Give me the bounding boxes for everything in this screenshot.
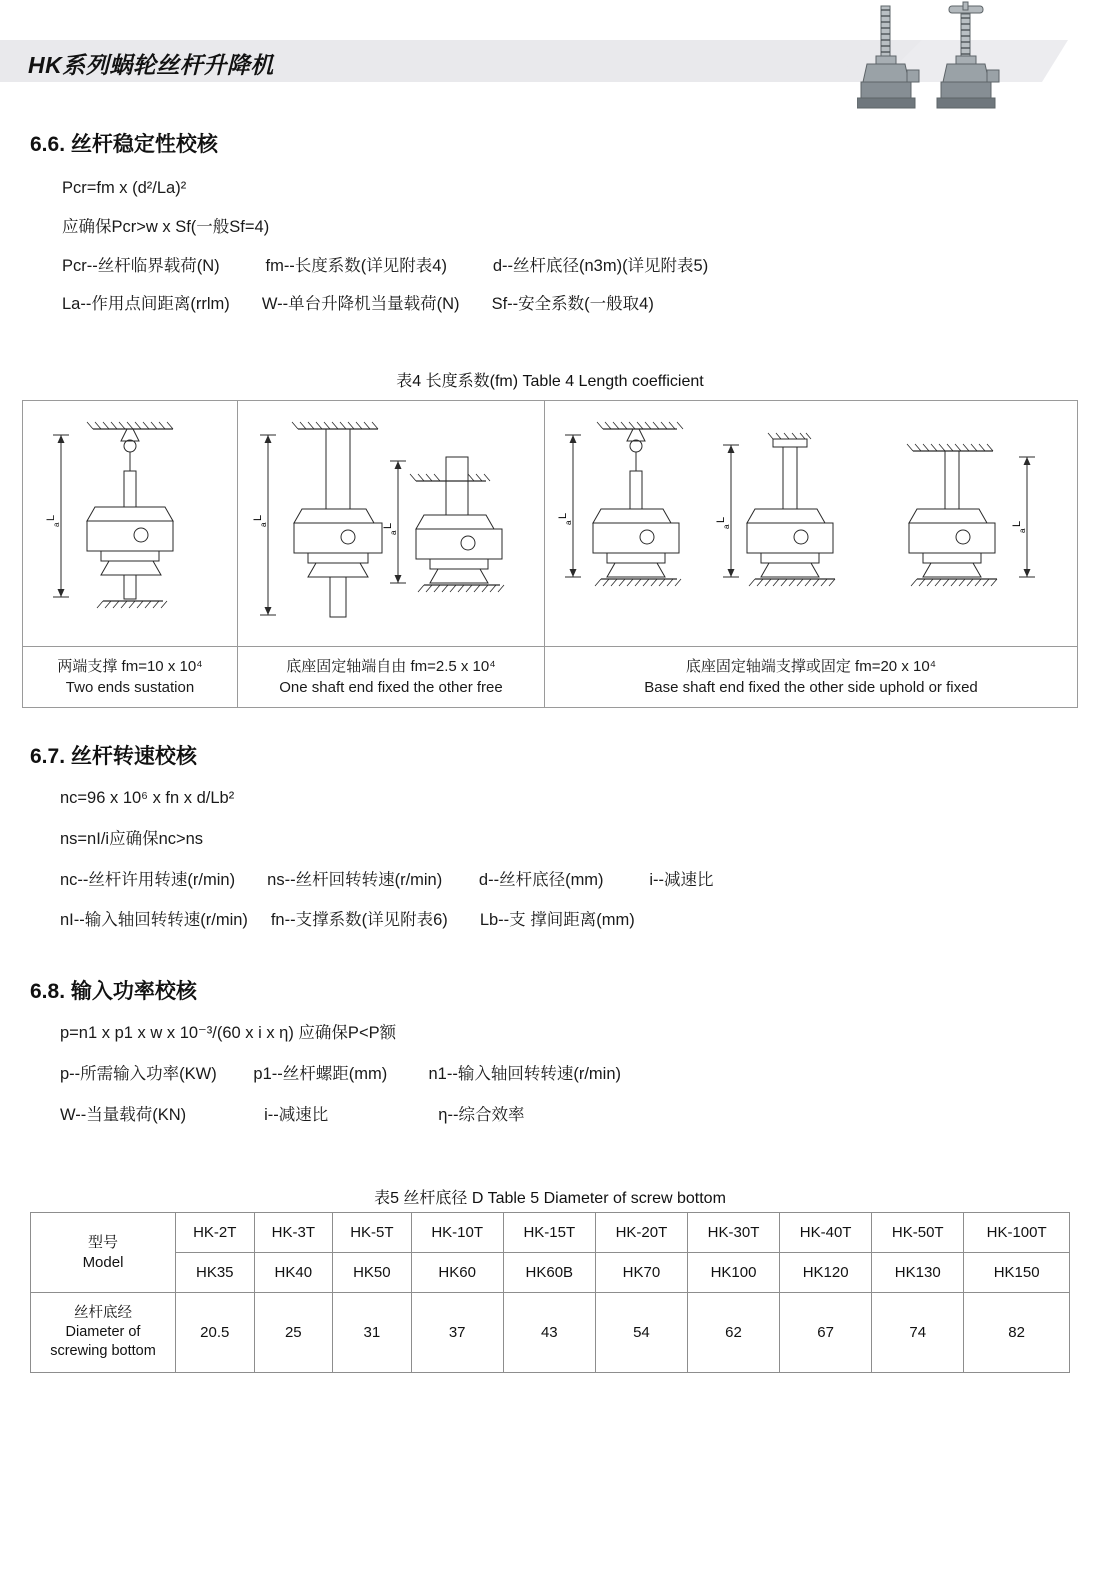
diameter-cell: 74 [872, 1293, 964, 1373]
table5-header-diameter-en-2: screwing bottom [50, 1342, 156, 1359]
diameter-cell: 62 [687, 1293, 779, 1373]
figure-both-ends-supported [23, 401, 238, 646]
table4-cell-caption-2 [238, 647, 545, 708]
table4-cell-caption-3 [545, 647, 1077, 708]
caption-en-1: Two ends sustation [65, 678, 195, 696]
condition-pcr: 应确保Pcr>w x Sf(一般Sf=4) [62, 217, 270, 236]
diameter-cell: 25 [254, 1293, 333, 1373]
model-alt-cell: HK130 [872, 1253, 964, 1293]
section-6-6-body [62, 176, 708, 317]
figure-base-fixed-other-uphold-or-fixed [545, 401, 1077, 646]
model-cell: HK-3T [254, 1213, 333, 1253]
diameter-cell: 54 [595, 1293, 687, 1373]
svg-text:L: L [382, 522, 394, 529]
model-alt-cell: HK60 [411, 1253, 503, 1293]
formula-pcr: Pcr=fm x (d²/La)² [62, 179, 187, 197]
model-alt-cell: HK50 [333, 1253, 412, 1293]
legend-line-5: p--所需输入功率(KW) p1--丝杆螺距(mm) n1--输入轴回转转速(r/min) [60, 1064, 621, 1083]
diameter-cell: 67 [780, 1293, 872, 1373]
diameter-cell: 37 [411, 1293, 503, 1373]
table-row [31, 1213, 1070, 1253]
svg-text:L: L [45, 514, 57, 521]
model-alt-cell: HK40 [254, 1253, 333, 1293]
section-6-8 [30, 975, 621, 1143]
figure-one-end-fixed-other-free [238, 401, 545, 646]
model-cell: HK-40T [780, 1213, 872, 1253]
model-cell: HK-100T [964, 1213, 1070, 1253]
legend-line-6: W--当量载荷(KN) i--减速比 η--综合效率 [60, 1105, 525, 1124]
model-cell: HK-50T [872, 1213, 964, 1253]
svg-text:a: a [259, 522, 268, 527]
table5-screw-bottom-diameter [30, 1212, 1070, 1373]
table-row [31, 1293, 1070, 1373]
model-alt-cell: HK70 [595, 1253, 687, 1293]
table4-length-coefficient [22, 400, 1078, 708]
screw-jack-illustration-icon [857, 0, 1042, 118]
model-cell: HK-15T [503, 1213, 595, 1253]
svg-text:L: L [1011, 520, 1023, 527]
svg-text:a: a [389, 530, 398, 535]
section-6-6-title: 6.6. 丝杆稳定性校核 [30, 133, 218, 156]
legend-line-3: nc--丝杆许用转速(r/min) ns--丝杆回转转速(r/min) d--丝杆底径(mm) i--减速比 [60, 870, 714, 889]
section-6-7-body [60, 786, 714, 933]
model-alt-cell: HK100 [687, 1253, 779, 1293]
formula-ns: ns=nI/i应确保nc>ns [60, 829, 204, 848]
legend-line-2: La--作用点间距离(rrlm) W--单台升降机当量载荷(N) Sf--安全系数(一般取4) [62, 295, 654, 314]
table5-header-diameter [31, 1293, 176, 1373]
diameter-cell: 20.5 [176, 1293, 255, 1373]
table5-header-diameter-cn: 丝杆底经 [74, 1305, 132, 1322]
svg-text:L: L [557, 512, 569, 519]
section-6-8-body [60, 1021, 621, 1127]
model-alt-cell: HK35 [176, 1253, 255, 1293]
table4-figure-row [23, 401, 1077, 646]
table5-caption: 表5 丝杆底径 D Table 5 Diameter of screw bottom [374, 1190, 726, 1207]
model-cell: HK-10T [411, 1213, 503, 1253]
model-alt-cell: HK60B [503, 1253, 595, 1293]
caption-cn-1: 两端支撑 fm=10 x 10⁴ [57, 658, 203, 676]
svg-text:a: a [564, 520, 573, 525]
page-header [0, 0, 1100, 118]
table4-caption: 表4 长度系数(fm) Table 4 Length coefficient [396, 373, 704, 390]
svg-text:a: a [722, 524, 731, 529]
table5-header-model-cn: 型号 [87, 1234, 118, 1251]
legend-line-1: Pcr--丝杆临界载荷(N) fm--长度系数(详见附表4) d--丝杆底径(n3m)(详见附表5) [62, 256, 709, 275]
model-cell: HK-2T [176, 1213, 255, 1253]
formula-nc: nc=96 x 10⁶ x fn x d/Lb² [60, 789, 235, 807]
table-row [31, 1253, 1070, 1293]
table5-header-model-en: Model [82, 1253, 124, 1271]
model-cell: HK-30T [687, 1213, 779, 1253]
model-alt-cell: HK150 [964, 1253, 1070, 1293]
svg-text:L: L [715, 516, 727, 523]
section-6-7-title: 6.7. 丝杆转速校核 [30, 745, 197, 768]
diameter-cell: 82 [964, 1293, 1070, 1373]
section-6-6 [30, 128, 708, 331]
svg-text:a: a [52, 522, 61, 527]
page-title: HK系列蜗轮丝杆升降机 [28, 52, 274, 78]
model-alt-cell: HK120 [780, 1253, 872, 1293]
svg-text:L: L [252, 514, 264, 521]
table5-header-model [31, 1213, 176, 1293]
caption-en-2: One shaft end fixed the other free [279, 678, 503, 696]
formula-p: p=n1 x p1 x w x 10⁻³/(60 x i x η) 应确保P<P额 [60, 1024, 397, 1042]
section-6-7 [30, 740, 714, 949]
diameter-cell: 31 [333, 1293, 412, 1373]
table4-caption-row [23, 646, 1077, 708]
section-6-8-title: 6.8. 输入功率校核 [30, 980, 197, 1003]
diameter-cell: 43 [503, 1293, 595, 1373]
caption-en-3: Base shaft end fixed the other side uphold or fixed [644, 678, 978, 696]
svg-text:a: a [1018, 528, 1027, 533]
legend-line-4: nI--输入轴回转转速(r/min) fn--支撑系数(详见附表6) Lb--支 撑间距离(mm) [60, 911, 635, 930]
table4-cell-caption-1 [23, 647, 238, 708]
table5-header-diameter-en-1: Diameter of [65, 1324, 141, 1341]
model-cell: HK-20T [595, 1213, 687, 1253]
caption-cn-3: 底座固定轴端支撑或固定 fm=20 x 10⁴ [685, 658, 937, 676]
caption-cn-2: 底座固定轴端自由 fm=2.5 x 10⁴ [286, 658, 496, 676]
model-cell: HK-5T [333, 1213, 412, 1253]
